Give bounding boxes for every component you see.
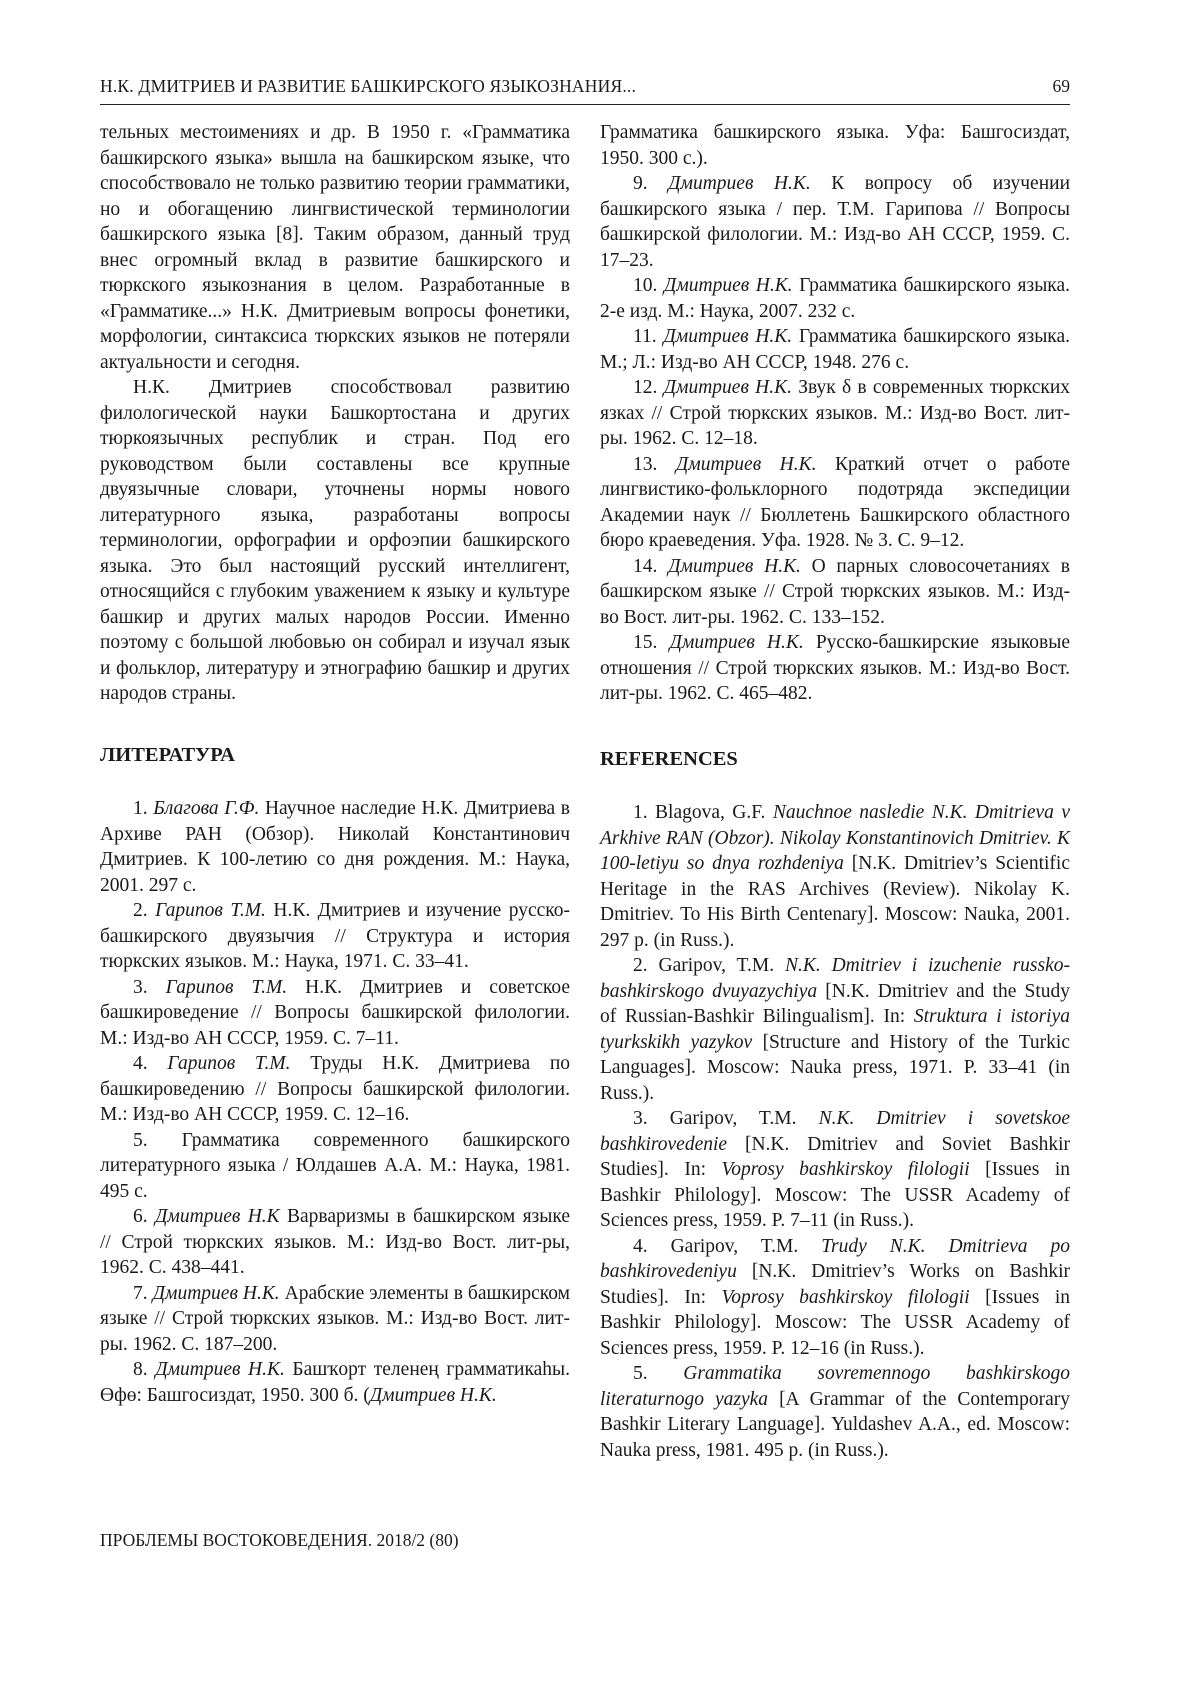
reference-item: 2. Garipov, T.M. N.K. Dmitriev i izuchenie russko-bashkirskogo dvuyazychiya [N.K. Dmitriev and the Study of Russian-Bashkir Bilingualism]. In: Struktura i istoriya tyurkskikh yazykov [Structure and History of the Turkic Languages]. Moscow: Nauka press, 1971. P. 33–41 (in Russ.). — [600, 955, 1070, 1104]
body-paragraph: тельных местоимениях и др. В 1950 г. «Грамматика башкирского языка» вышла на башкирском языке, что способствовало не только развитию теории грамматики, но и обогащению лингвистической терминологии башкирского языка [8]. Таким образом, данный труд внес огромный вклад в развитие башкирского и тюркского языкознания в целом. Разработанные в «Грамматике...» Н.К. Дмитриевым вопросы фонетики, морфологии, синтаксиса тюркских языков не потеряли актуальности и сегодня. — [100, 122, 570, 373]
list-item: 15. Дмитриев Н.К. Русско-башкирские языковые отношения // Строй тюркских языков. М.: Изд-во Вост. лит-ры. 1962. С. 465–482. — [600, 632, 1071, 704]
list-item: 6. Дмитриев Н.К Варваризмы в башкирском языке // Строй тюркских языков. М.: Изд-во Вост. лит-ры, 1962. С. 438–441. — [100, 1206, 570, 1278]
reference-item: 3. Garipov, T.M. N.K. Dmitriev i sovetskoe bashkirovedenie [N.K. Dmitriev and Soviet Bashkir Studies]. In: Voprosy bashkirskoy filologii [Issues in Bashkir Philology]. Moscow: The USSR Academy of Sciences press, 1959. P. 7–11 (in Russ.). — [600, 1108, 1070, 1231]
list-item: Грамматика башкирского языка. Уфа: Башгосиздат, 1950. 300 с.). — [600, 122, 1070, 169]
journal-footer: ПРОБЛЕМЫ ВОСТОКОВЕДЕНИЯ. 2018/2 (80) — [100, 1530, 459, 1550]
list-item: 5. Грамматика современного башкирского литературного языка / Юлдашев А.А. М.: Наука, 1981. 495 с. — [100, 1129, 570, 1202]
list-item: 9. Дмитриев Н.К. К вопросу об изучении башкирского языка / пер. Т.М. Гарипова // Вопросы башкирской филологии. М.: Изд-во АН СССР, 1959. С. 17–23. — [600, 173, 1070, 271]
reference-item: 5. Grammatika sovremennogo bashkirskogo literaturnogo yazyka [A Grammar of the Contemporary Bashkir Literary Language]. Yuldashev A.A., ed. Moscow: Nauka press, 1981. 495 p. (in Russ.). — [600, 1363, 1071, 1461]
running-header — [100, 74, 1070, 105]
list-item: 11. Дмитриев Н.К. Грамматика башкирского языка. М.; Л.: Изд-во АН СССР, 1948. 276 с. — [600, 326, 1071, 373]
list-item: 7. Дмитриев Н.К. Арабские элементы в башкирском языке // Строй тюркских языков. М.: Изд-во Вост. лит-ры. 1962. С. 187–200. — [100, 1282, 571, 1355]
list-item: 10. Дмитриев Н.К. Грамматика башкирского языка. 2-е изд. М.: Наука, 2007. 232 с. — [600, 275, 1071, 322]
list-item: 13. Дмитриев Н.К. Краткий отчет о работе лингвистико-фольклорного подотряда экспедиции Академии наук // Бюллетень Башкирского областного бюро краеведения. Уфа. 1928. № 3. С. 9–12. — [600, 453, 1070, 551]
right-column — [600, 120, 1070, 1463]
list-item: 2. Гарипов Т.М. Н.К. Дмитриев и изучение русско-башкирского двуязычия // Структура и история тюркских языков. М.: Наука, 1971. С. 33–41. — [100, 900, 571, 972]
list-item: 8. Дмитриев Н.К. Башҡорт теленең грамматикаһы. Өфө: Башгосиздат, 1950. 300 б. (Дмитриев Н.К. — [100, 1359, 571, 1406]
body-paragraph: Н.К. Дмитриев способствовал развитию филологической науки Башкортостана и других тюркоязычных республик и стран. Под его руководством были составлены все крупные двуязычные словари, уточнены нормы нового литературного языка, разработаны вопросы терминологии, орфографии и орфоэпии башкирского языка. Это был настоящий русский интеллигент, относящийся с глубоким уважением к языку и культуре башкир и других малых народов России. Именно поэтому с большой любовью он собирал и изучал язык и фольклор, литературу и этнографию башкир и других народов страны. — [100, 377, 570, 704]
reference-item: 1. Blagova, G.F. Nauchnoe nasledie N.K. Dmitrieva v Arkhive RAN (Obzor). Nikolay Konstantinovich Dmitriev. K 100-letiyu so dnya rozhdeniya [N.K. Dmitriev’s Scientific Heritage in the RAS Archives (Review). Nikolay K. Dmitriev. To His Birth Centenary]. Moscow: Nauka, 2001. 297 p. (in Russ.). — [600, 802, 1070, 951]
literature-list-continued — [600, 120, 1070, 707]
left-column — [100, 120, 570, 1408]
list-item: 1. Благова Г.Ф. Научное наследие Н.К. Дмитриева в Архиве РАН (Обзор). Николай Константинович Дмитриев. К 100-летию со дня рождения. М.: Наука, 2001. 297 с. — [100, 798, 570, 896]
running-title: Н.К. ДМИТРИЕВ И РАЗВИТИЕ БАШКИРСКОГО ЯЗЫКОЗНАНИЯ... — [100, 76, 637, 96]
list-item: 3. Гарипов Т.М. Н.К. Дмитриев и советское башкироведение // Вопросы башкирской филологии. М.: Изд-во АН СССР, 1959. С. 7–11. — [100, 976, 571, 1049]
references-list — [600, 800, 1070, 1463]
list-item: 4. Гарипов Т.М. Труды Н.К. Дмитриева по башкироведению // Вопросы башкирской филологии. М.: Изд-во АН СССР, 1959. С. 12–16. — [100, 1053, 571, 1125]
literature-list — [100, 796, 570, 1408]
page-number: 69 — [1052, 76, 1070, 96]
list-item: 12. Дмитриев Н.К. Звук δ в современных тюркских язках // Строй тюркских языков. М.: Изд-во Вост. лит-ры. 1962. С. 12–18. — [600, 377, 1071, 449]
references-heading: REFERENCES — [600, 747, 738, 770]
reference-item: 4. Garipov, T.M. Trudy N.K. Dmitrieva po bashkirovedeniyu [N.K. Dmitriev’s Works on Bashkir Studies]. In: Voprosy bashkirskoy filologii [Issues in Bashkir Philology]. Moscow: The USSR Academy of Sciences press, 1959. P. 12–16 (in Russ.). — [600, 1235, 1070, 1359]
literature-heading: ЛИТЕРАТУРА — [100, 743, 235, 766]
list-item: 14. Дмитриев Н.К. О парных словосочетаниях в башкирском языке // Строй тюркских языков. М.: Изд-во Вост. лит-ры. 1962. С. 133–152. — [600, 555, 1071, 628]
